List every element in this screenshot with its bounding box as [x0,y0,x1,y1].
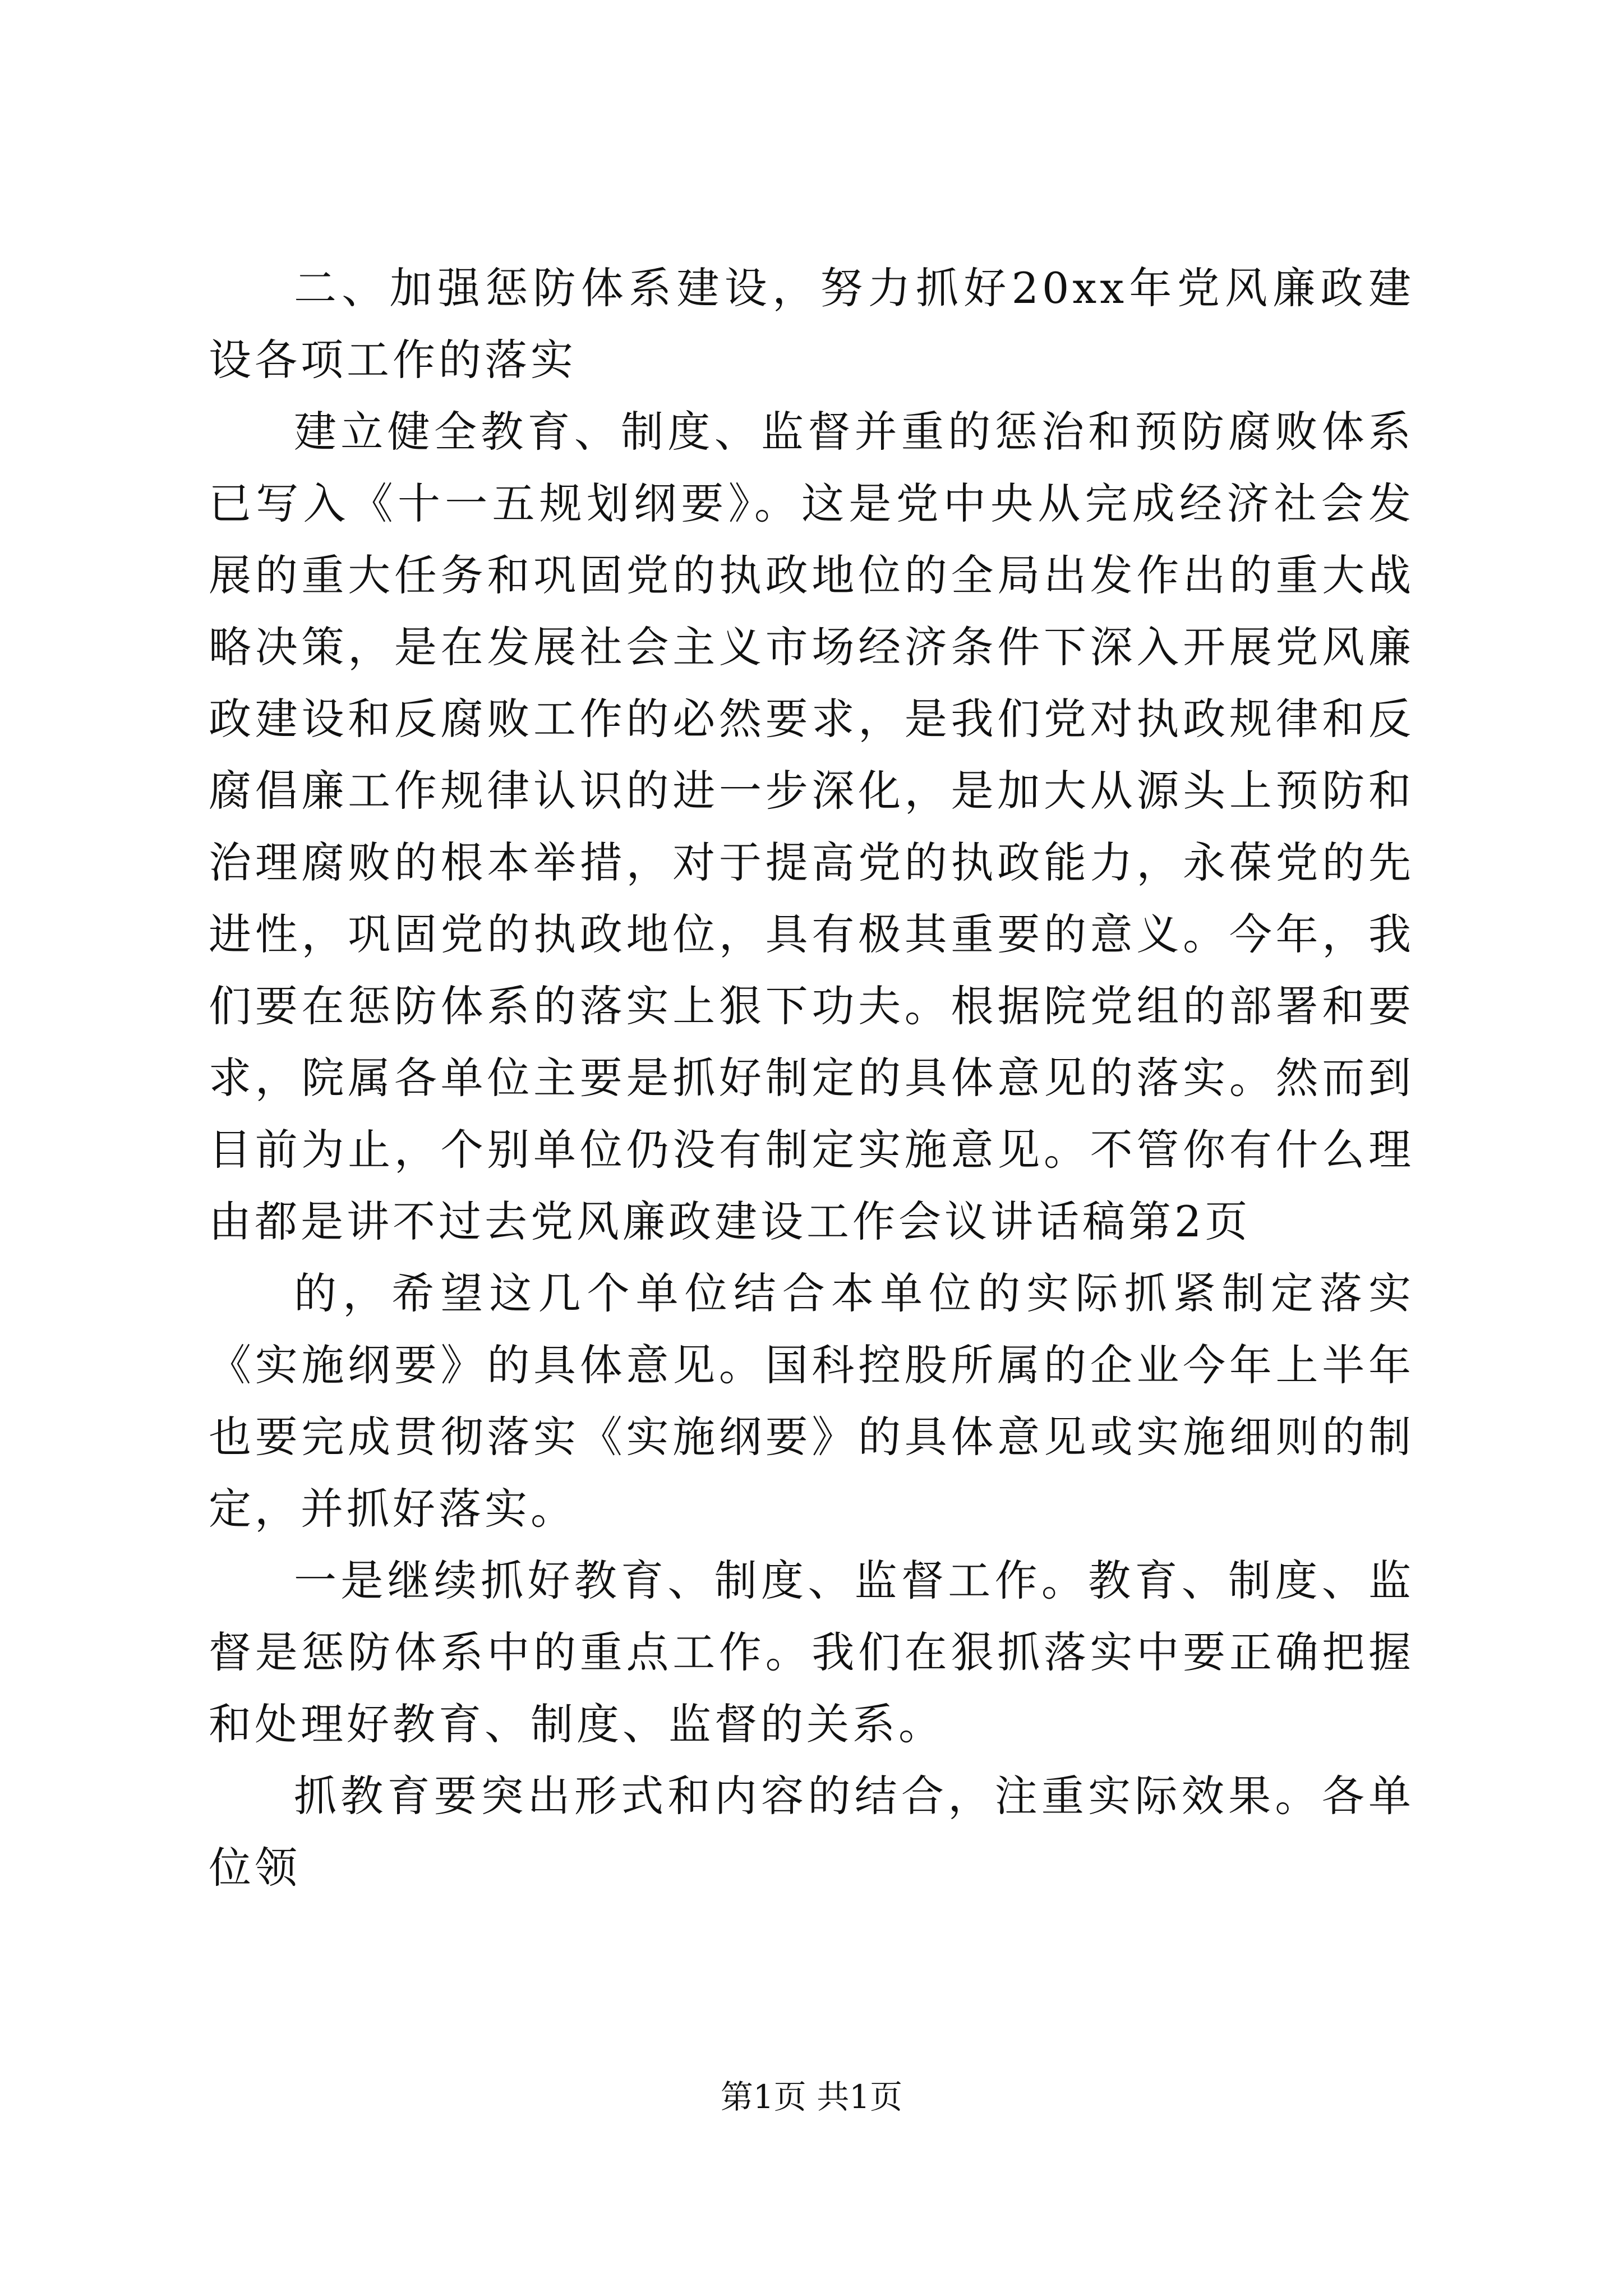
body-paragraph: 一是继续抓好教育、制度、监督工作。教育、制度、监督是惩防体系中的重点工作。我们在狠抓落实中要正确把握和处理好教育、制度、监督的关系。 [209,1556,1414,1749]
body-paragraph: 的，希望这几个单位结合本单位的实际抓紧制定落实《实施纲要》的具体意见。国科控股所属的企业今年上半年也要完成贯彻落实《实施纲要》的具体意见或实施细则的制定，并抓好落实。 [209,1268,1414,1534]
section-heading-paragraph: 二、加强惩防体系建设，努力抓好20xx年党风廉政建设各项工作的落实 [209,263,1414,385]
page-footer: 第1页 共1页 [720,2078,903,2116]
document-body [209,252,1414,1904]
body-paragraph: 建立健全教育、制度、监督并重的惩治和预防腐败体系已写入《十一五规划纲要》。这是党中央从完成经济社会发展的重大任务和巩固党的执政地位的全局出发作出的重大战略决策，是在发展社会主义市场经济条件下深入开展党风廉政建设和反腐败工作的必然要求，是我们党对执政规律和反腐倡廉工作规律认识的进一步深化，是加大从源头上预防和治理腐败的根本举措，对于提高党的执政能力，永葆党的先进性，巩固党的执政地位，具有极其重要的意义。今年，我们要在惩防体系的落实上狠下功夫。根据院党组的部署和要求，院属各单位主要是抓好制定的具体意见的落实。然而到目前为止，个别单位仍没有制定实施意见。不管你有什么理由都是讲不过去党风廉政建设工作会议讲话稿第2页 [209,407,1414,1246]
body-paragraph: 抓教育要突出形式和内容的结合，注重实际效果。各单位领 [209,1771,1414,1893]
